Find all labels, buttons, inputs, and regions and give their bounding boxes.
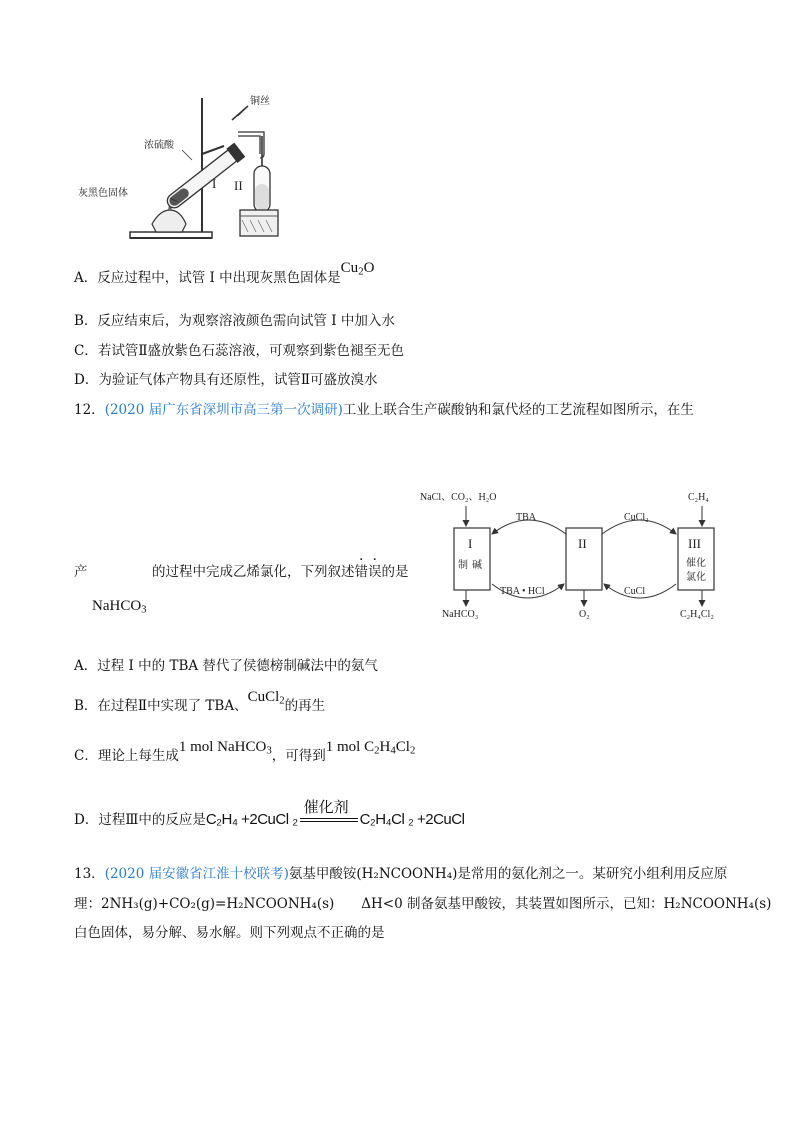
flow-arrow-cucl2: CuCl₂ xyxy=(624,512,649,523)
q12-option-d-lhs: C₂H₄ +2CuCl ₂ xyxy=(205,811,298,828)
q12-number: 12． xyxy=(74,402,105,418)
flow-input-left: NaCl、CO₂、H₂O xyxy=(420,492,497,503)
flow-arrow-cucl: CuCl xyxy=(624,586,646,597)
flow-output-mid: O₂ xyxy=(579,609,590,620)
flow-box-3-text: 催化 xyxy=(686,558,706,569)
flow-output-right: C₂H₄Cl₂ xyxy=(680,609,714,620)
q12-option-a: A．过程 I 中的 TBA 替代了侯德榜制碱法中的氨气 xyxy=(74,658,378,674)
q13-stem-line2: 理：2NH₃(g)+CO₂(g)=H₂NCOONH₄(s) ΔH<0 制备氨基甲酸铵，其装置如图所示，已知：H₂NCOONH₄(s) xyxy=(74,896,772,912)
q12-source: (2020 届广东省深圳市高三第一次调研) xyxy=(104,402,343,418)
flow-diagram xyxy=(416,486,726,622)
flow-box-2-num: II xyxy=(578,536,587,551)
label-copper-wire: 铜丝 xyxy=(250,96,270,107)
svg-text:碱: 碱 xyxy=(472,560,482,571)
flow-box-1-text: 制 xyxy=(458,560,468,571)
label-tube-1: I xyxy=(212,176,217,191)
q12-option-c: C．理论上每生成1 mol NaHCO$_3$，可得到1 mol $C_2H_4Cl_2$ xyxy=(74,739,416,764)
label-conc-acid: 浓硫酸 xyxy=(144,140,174,151)
q12-stem-line2-a: 产 xyxy=(74,564,88,580)
q13-stem-line1: 13．(2020 届安徽省江淮十校联考)氨基甲酸铵(H₂NCOONH₄)是常用的氨化剂之一。某研究小组利用反应原 xyxy=(74,866,728,882)
q13-stem-line3: 白色固体，易分解、易水解。则下列观点不正确的是 xyxy=(74,925,385,941)
q12-option-d-condition: 催化剂 xyxy=(303,797,349,816)
q12-stem-line2: 的过程中完成乙烯氯化，下列叙述错误的是 xyxy=(152,564,409,580)
q11-option-a: A．反应过程中，试管 I 中出现灰黑色固体是$Cu_2O$ xyxy=(74,260,375,286)
q13-number: 13． xyxy=(74,866,105,882)
flow-box-1-num: I xyxy=(468,536,473,551)
q11-option-b: B．反应结束后，为观察溶液颜色需向试管 I 中加入水 xyxy=(74,313,395,329)
q13-source: (2020 届安徽省江淮十校联考) xyxy=(104,866,289,882)
label-gray-solid: 灰黑色固体 xyxy=(78,188,128,199)
q12-option-d: D．过程Ⅲ中的反应是C₂H₄ +2CuCl ₂ 催化剂 C₂H₄Cl ₂ +2CuCl xyxy=(74,797,465,828)
label-tube-2: II xyxy=(234,178,243,193)
q12-nahco3-formula: NaHCO$_3$ xyxy=(92,598,147,616)
flow-arrow-tbahcl: TBA • HCl xyxy=(500,586,545,597)
svg-text:氯化: 氯化 xyxy=(686,572,706,583)
q11-option-c: C．若试管Ⅱ盛放紫色石蕊溶液，可观察到紫色褪至无色 xyxy=(74,343,405,359)
q11-option-d: D．为验证气体产物具有还原性，试管Ⅱ可盛放溴水 xyxy=(74,372,378,388)
flow-input-right: C₂H₄ xyxy=(688,492,709,503)
q12-stem-line1: 12．(2020 届广东省深圳市高三第一次调研)工业上联合生产碳酸钠和氯代烃的工艺流程如图所示，在生 xyxy=(74,402,694,418)
flow-arrow-tba: TBA xyxy=(516,512,536,523)
flow-box-3-num: III xyxy=(688,536,701,551)
q12-option-b: B．在过程Ⅱ中实现了 TBA、CuCl$_2$的再生 xyxy=(74,689,326,714)
flow-output-left: NaHCO₃ xyxy=(442,609,479,620)
apparatus-diagram xyxy=(74,92,314,244)
q12-option-d-rhs: C₂H₄Cl ₂ +2CuCl xyxy=(359,811,465,828)
